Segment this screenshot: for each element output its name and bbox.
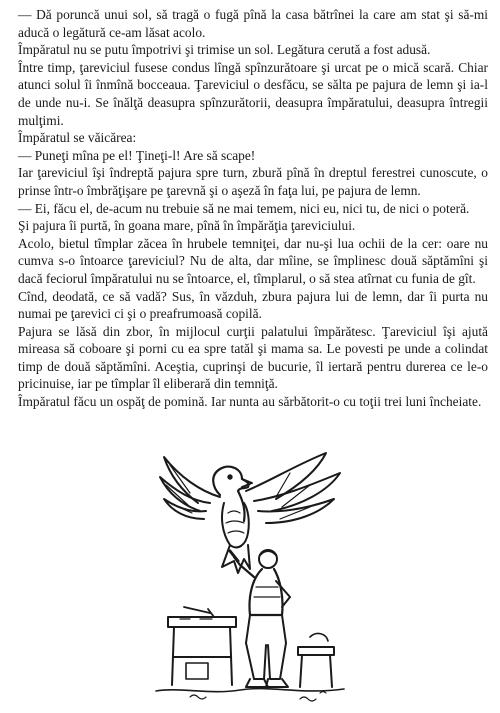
paragraph: Între timp, ţareviciul fusese condus lîngă spînzurătoare şi urcat pe o mică scară. Chiar atunci solul îi înmînă bocceaua. Ţareviciul o desfăcu, se sălta pe pajura de lemn şi ia-l de unde nu-i. Se înălţă deasupra spînzurătorii, deasupra împăratului, deasupra întregii mulţimi. [18, 59, 488, 128]
carpenter-carving-eagle-icon [150, 447, 350, 709]
paragraph: — Dă poruncă unui sol, să tragă o fugă pînă la casa bătrînei la care am stat şi să-mi aducă o legătură ce-am lăsat acolo. [18, 7, 488, 40]
paragraph: Cînd, deodată, ce să vadă? Sus, în văzduh, zbura pajura lui de lemn, dar îi purta nu numai pe ţarevici ci şi o preafrumoasă copilă. [18, 288, 488, 322]
paragraph: Împăratul nu se putu împotrivi şi trimise un sol. Legătura cerută a fost adusă. [18, 42, 431, 58]
paragraph: Iar ţareviciul îşi îndreptă pajura spre turn, zbură pînă în dreptul ferestrei cunoscute, o prinse într-o îmbrăţişare pe ţarevnă şi o aşeză în faţa lui, pe pajura de lemn. [18, 165, 488, 198]
paragraph: Împăratul făcu un ospăţ de pomină. Iar nunta au sărbătorit-o cu toţii trei luni încheiate. [18, 394, 482, 410]
paragraph: Pajura se lăsă din zbor, în mijlocul curţii palatului împărătesc. Ţareviciul îşi ajută mireasa să coboare şi porni cu ea spre tatăl şi mama sa. Le povesti pe unde a colindat timp de două săptămîni. Aceştia, cuprinşi de bucurie, îl iertară pentru durerea ce le-o pricinuise, iar pe tîmplar îl eliberară din temniţă. [18, 323, 488, 392]
story-text [18, 6, 488, 411]
paragraph: Acolo, bietul tîmplar zăcea în hrubele temniţei, dar nu-şi lua ochii de la cer: oare nu cumva s-o întoarce ţareviciul? Nu de alta, dar mîine, se împlinesc două săptămîni şi dacă feciorul împăratului nu se întoarce, el, tîmplarul, o să stea atîrnat cu funia de gît. [18, 235, 488, 286]
paragraph: Şi pajura îi purtă, în goana mare, pînă în împărăţia ţareviciului. [18, 218, 356, 234]
paragraph: — Puneţi mîna pe el! Ţineţi-l! Are să scape! [18, 147, 256, 163]
paragraph: Împăratul se văicărea: [18, 130, 137, 146]
paragraph: — Ei, făcu el, de-acum nu trebuie să ne mai temem, nici eu, nici tu, de nici o poteră. [18, 200, 470, 216]
